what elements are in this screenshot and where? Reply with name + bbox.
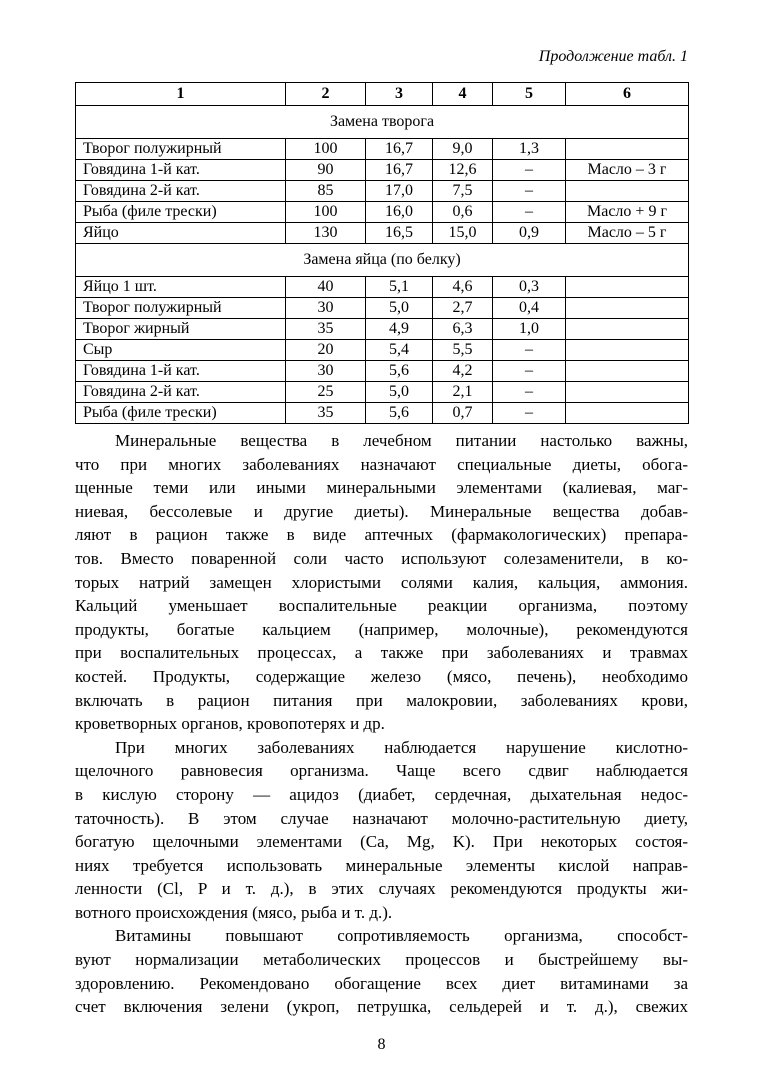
text-line: продукты, богатые кальцием (например, молочные), рекомендуются: [75, 619, 688, 639]
text-line: Витамины повышают сопротивляемость организма, способст-: [115, 926, 688, 946]
paragraph: [75, 736, 688, 925]
product-name-cell: Творог полужирный: [76, 139, 286, 160]
value-cell: Масло + 9 г: [566, 202, 689, 223]
value-cell: 1,0: [493, 319, 566, 340]
table-row: [76, 298, 689, 319]
value-cell: 130: [286, 223, 366, 244]
value-cell: 5,6: [366, 403, 433, 424]
table-row: [76, 319, 689, 340]
value-cell: –: [493, 202, 566, 223]
value-cell: 12,6: [433, 160, 493, 181]
value-cell: [566, 181, 689, 202]
value-cell: 0,6: [433, 202, 493, 223]
value-cell: 5,0: [366, 382, 433, 403]
value-cell: 6,3: [433, 319, 493, 340]
value-cell: –: [493, 382, 566, 403]
column-header: 2: [286, 83, 366, 106]
table-row: [76, 181, 689, 202]
table-row: [76, 277, 689, 298]
text-line: таточность). В этом случае назначают молочно-растительную диету,: [75, 808, 688, 828]
text-line: ляют в рацион также в виде аптечных (фармакологических) препара-: [75, 525, 688, 545]
value-cell: [566, 298, 689, 319]
product-name-cell: Рыба (филе трески): [76, 202, 286, 223]
value-cell: [566, 340, 689, 361]
value-cell: 15,0: [433, 223, 493, 244]
table-row: [76, 202, 689, 223]
value-cell: –: [493, 340, 566, 361]
text-line: вотного происхождения (мясо, рыба и т. д.).: [75, 902, 393, 922]
value-cell: 1,3: [493, 139, 566, 160]
value-cell: 5,6: [366, 361, 433, 382]
table-row: [76, 361, 689, 382]
value-cell: 4,2: [433, 361, 493, 382]
text-line: кроветворных органов, кровопотерях и др.: [75, 714, 385, 734]
value-cell: 4,6: [433, 277, 493, 298]
value-cell: 85: [286, 181, 366, 202]
text-line: торых натрий замещен хлористыми солями калия, кальция, аммония.: [75, 572, 688, 592]
text-line: тов. Вместо поваренной соли часто используют солезаменители, в ко-: [75, 548, 688, 568]
table-body: [76, 106, 689, 424]
value-cell: 5,5: [433, 340, 493, 361]
product-name-cell: Яйцо 1 шт.: [76, 277, 286, 298]
product-name-cell: Говядина 2-й кат.: [76, 382, 286, 403]
value-cell: 0,3: [493, 277, 566, 298]
value-cell: [566, 139, 689, 160]
value-cell: Масло – 3 г: [566, 160, 689, 181]
text-line: счет включения зелени (укроп, петрушка, сельдерей и т. д.), свежих: [75, 997, 688, 1017]
text-line: ниевая, бессолевые и другие диеты). Минеральные вещества добав-: [75, 501, 688, 521]
text-line: Минеральные вещества в лечебном питании настолько важны,: [115, 431, 688, 450]
value-cell: 16,7: [366, 139, 433, 160]
value-cell: 0,4: [493, 298, 566, 319]
text-line: при воспалительных процессах, а также при заболеваниях и травмах: [75, 643, 688, 663]
value-cell: [566, 277, 689, 298]
value-cell: 20: [286, 340, 366, 361]
value-cell: 16,7: [366, 160, 433, 181]
section-title-row: [76, 106, 689, 139]
value-cell: [566, 403, 689, 424]
value-cell: 25: [286, 382, 366, 403]
text-line: При многих заболеваниях наблюдается нарушение кислотно-: [115, 737, 688, 757]
value-cell: 5,1: [366, 277, 433, 298]
section-title: Замена творога: [76, 106, 689, 139]
column-header: 6: [566, 83, 689, 106]
product-name-cell: Рыба (филе трески): [76, 403, 286, 424]
product-name-cell: Творог полужирный: [76, 298, 286, 319]
value-cell: –: [493, 160, 566, 181]
value-cell: 100: [286, 139, 366, 160]
table-header-row: [76, 83, 689, 106]
table-row: [76, 340, 689, 361]
value-cell: 0,7: [433, 403, 493, 424]
table-continuation-label: Продолжение табл. 1: [538, 48, 688, 65]
value-cell: 30: [286, 298, 366, 319]
body-text: [75, 429, 688, 1019]
value-cell: 5,0: [366, 298, 433, 319]
value-cell: [566, 319, 689, 340]
value-cell: 5,4: [366, 340, 433, 361]
product-name-cell: Яйцо: [76, 223, 286, 244]
value-cell: –: [493, 181, 566, 202]
section-title-row: [76, 244, 689, 277]
text-line: Кальций уменьшает воспалительные реакции организма, поэтому: [75, 596, 688, 616]
column-header: 4: [433, 83, 493, 106]
value-cell: 2,1: [433, 382, 493, 403]
text-line: вуют нормализации метаболических процессов и быстрейшему вы-: [75, 950, 688, 970]
value-cell: 16,0: [366, 202, 433, 223]
column-header: 1: [76, 83, 286, 106]
value-cell: 90: [286, 160, 366, 181]
text-line: здоровлению. Рекомендовано обогащение всех диет витаминами за: [75, 973, 688, 993]
value-cell: –: [493, 403, 566, 424]
value-cell: 17,0: [366, 181, 433, 202]
column-header: 5: [493, 83, 566, 106]
column-header: 3: [366, 83, 433, 106]
product-name-cell: Говядина 2-й кат.: [76, 181, 286, 202]
food-replacement-table: [75, 82, 689, 424]
text-line: богатую щелочными элементами (Ca, Mg, K). При некоторых состоя-: [75, 832, 688, 852]
value-cell: Масло – 5 г: [566, 223, 689, 244]
value-cell: 4,9: [366, 319, 433, 340]
value-cell: 100: [286, 202, 366, 223]
text-line: включать в рацион питания при малокровии, заболеваниях крови,: [75, 690, 688, 710]
table-row: [76, 160, 689, 181]
product-name-cell: Творог жирный: [76, 319, 286, 340]
table-row: [76, 382, 689, 403]
value-cell: –: [493, 361, 566, 382]
section-title: Замена яйца (по белку): [76, 244, 689, 277]
text-line: в кислую сторону — ацидоз (диабет, сердечная, дыхательная недос-: [75, 784, 688, 804]
value-cell: 9,0: [433, 139, 493, 160]
table-row: [76, 139, 689, 160]
text-line: ниях требуется использовать минеральные элементы кислой направ-: [75, 855, 688, 875]
page-number: 8: [377, 1036, 386, 1053]
table-row: [76, 403, 689, 424]
value-cell: 30: [286, 361, 366, 382]
product-name-cell: Говядина 1-й кат.: [76, 361, 286, 382]
paragraph: [75, 924, 688, 1018]
value-cell: 16,5: [366, 223, 433, 244]
text-line: щенные теми или иными минеральными элементами (калиевая, маг-: [75, 478, 688, 498]
text-line: что при многих заболеваниях назначают специальные диеты, обога-: [75, 454, 688, 474]
paragraph: [75, 429, 688, 736]
value-cell: [566, 361, 689, 382]
value-cell: 7,5: [433, 181, 493, 202]
value-cell: [566, 382, 689, 403]
value-cell: 40: [286, 277, 366, 298]
product-name-cell: Говядина 1-й кат.: [76, 160, 286, 181]
product-name-cell: Сыр: [76, 340, 286, 361]
text-line: костей. Продукты, содержащие железо (мясо, печень), необходимо: [75, 666, 688, 686]
table-row: [76, 223, 689, 244]
value-cell: 0,9: [493, 223, 566, 244]
text-line: щелочного равновесия организма. Чаще всего сдвиг наблюдается: [75, 761, 688, 781]
value-cell: 35: [286, 403, 366, 424]
value-cell: 2,7: [433, 298, 493, 319]
text-line: ленности (Cl, P и т. д.), в этих случаях рекомендуются продукты жи-: [75, 879, 688, 899]
value-cell: 35: [286, 319, 366, 340]
